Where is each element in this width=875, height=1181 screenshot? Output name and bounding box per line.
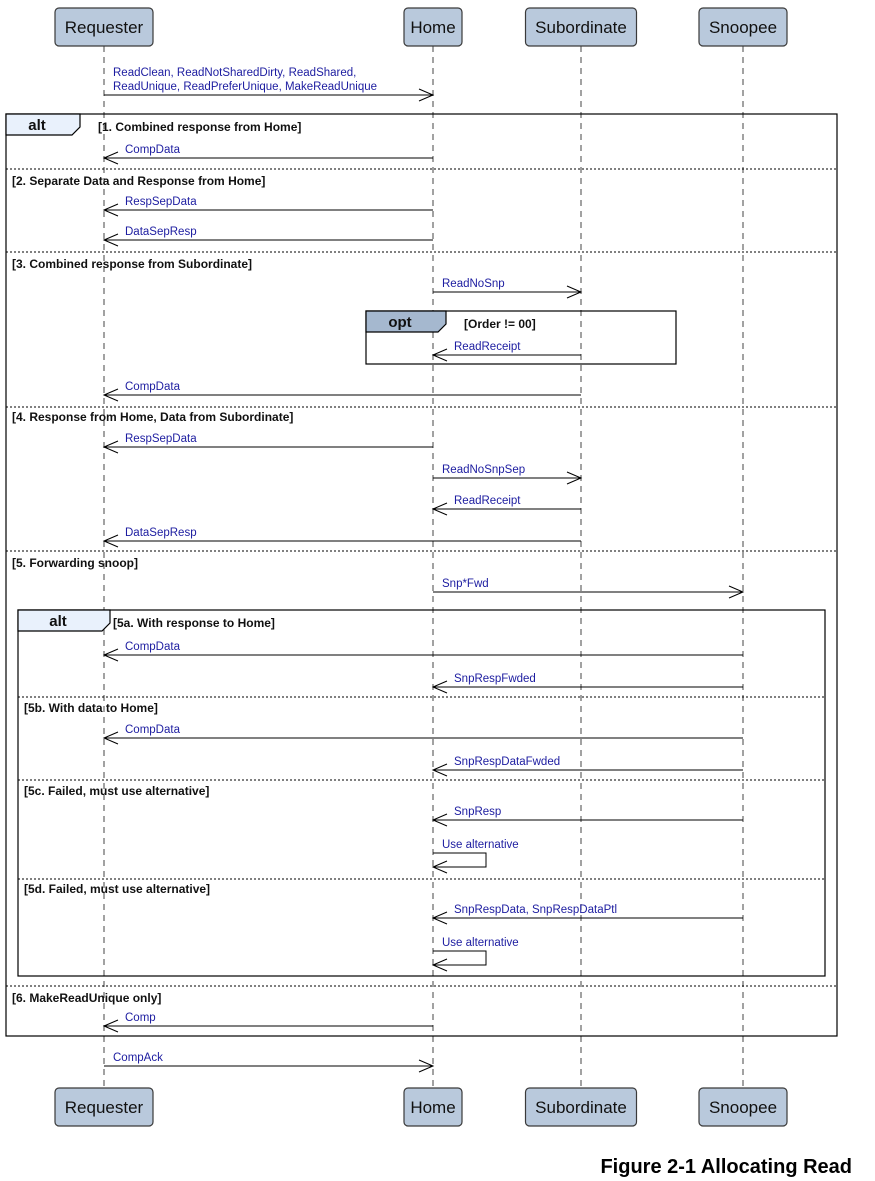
message-label: ReadClean, ReadNotSharedDirty, ReadShared,	[113, 67, 357, 79]
message-label: SnpRespData, SnpRespDataPtl	[454, 904, 618, 916]
message-use-alternative	[433, 937, 519, 971]
message-readreceipt	[433, 341, 581, 361]
message-label: RespSepData	[125, 196, 197, 208]
operand-guard: [2. Separate Data and Response from Home]	[12, 174, 266, 188]
operand-guard: [5. Forwarding snoop]	[12, 556, 138, 570]
message-label: ReadUnique, ReadPreferUnique, MakeReadUnique	[113, 81, 378, 93]
participant-requester-bottom	[55, 1088, 153, 1126]
participant-label: Requester	[64, 18, 144, 37]
message-label: CompData	[125, 144, 180, 156]
message-label: CompData	[125, 724, 180, 736]
message-label: Use alternative	[442, 937, 519, 949]
message-compdata	[104, 144, 433, 164]
operand-guard: [6. MakeReadUnique only]	[12, 991, 162, 1005]
message-label: Snp*Fwd	[442, 578, 489, 590]
message-compack	[104, 1052, 433, 1072]
message-datasepresp	[104, 226, 433, 246]
frame-operator: alt	[49, 613, 67, 630]
message-readnosnpsep	[433, 464, 581, 484]
participant-subordinate-bottom	[526, 1088, 637, 1126]
message-comp	[104, 1012, 433, 1032]
participant-label: Home	[410, 1098, 456, 1117]
frame-operator: alt	[28, 117, 46, 134]
self-message-line	[433, 853, 486, 867]
message-snp-fwd	[433, 578, 743, 598]
message-label: CompData	[125, 641, 180, 653]
message-snprespfwded	[433, 673, 743, 693]
message-snprespdata-snprespdataptl	[433, 904, 743, 924]
participant-snoopee-top	[699, 8, 787, 46]
participant-label: Subordinate	[535, 1098, 627, 1117]
operand-guard: [5d. Failed, must use alternative]	[24, 882, 211, 896]
operand-guard: [3. Combined response from Subordinate]	[12, 257, 253, 271]
message-compdata	[104, 641, 743, 661]
participant-label: Snoopee	[708, 18, 778, 37]
message-label: DataSepResp	[125, 527, 197, 539]
operand-guard: [5c. Failed, must use alternative]	[24, 784, 210, 798]
participant-label: Snoopee	[708, 1098, 778, 1117]
message-label: ReadReceipt	[454, 341, 521, 353]
message-datasepresp	[104, 527, 581, 547]
operand-guard: [4. Response from Home, Data from Subordinate]	[12, 410, 294, 424]
message-snpresp	[433, 806, 743, 826]
message-readnosnp	[433, 278, 581, 298]
message-respsepdata	[104, 433, 433, 453]
message-label: ReadReceipt	[454, 495, 521, 507]
message-respsepdata	[104, 196, 433, 216]
message-readreceipt	[433, 495, 581, 515]
participant-subordinate-top	[526, 8, 637, 46]
figure-caption: Figure 2-1 Allocating Read	[600, 1156, 852, 1178]
message-label: SnpResp	[454, 806, 502, 818]
message-label: ReadNoSnp	[442, 278, 505, 290]
participant-home-top	[404, 8, 462, 46]
participant-label: Subordinate	[535, 18, 627, 37]
message-snprespdatafwded	[433, 756, 743, 776]
participant-home-bottom	[404, 1088, 462, 1126]
participant-label: Requester	[64, 1098, 144, 1117]
message-compdata	[104, 724, 743, 744]
message-use-alternative	[433, 839, 519, 873]
frame-operator: opt	[388, 314, 412, 331]
message-label: Comp	[125, 1012, 156, 1024]
operand-guard: [5b. With data to Home]	[24, 701, 158, 715]
message-label: SnpRespFwded	[454, 673, 536, 685]
self-message-line	[433, 951, 486, 965]
operand-guard: [1. Combined response from Home]	[98, 120, 302, 134]
participant-snoopee-bottom	[699, 1088, 787, 1126]
message-label: DataSepResp	[125, 226, 197, 238]
message-compdata	[104, 381, 581, 401]
participant-label: Home	[410, 18, 456, 37]
message-label: CompData	[125, 381, 180, 393]
message-label: SnpRespDataFwded	[454, 756, 561, 768]
message-label: CompAck	[113, 1052, 163, 1064]
operand-guard: [5a. With response to Home]	[113, 616, 275, 630]
message-label: Use alternative	[442, 839, 519, 851]
message-label: ReadNoSnpSep	[442, 464, 526, 476]
opt-guard: [Order != 00]	[464, 317, 536, 331]
message-readclean-readnotshareddirty-readshared	[104, 67, 433, 101]
participant-requester-top	[55, 8, 153, 46]
message-label: RespSepData	[125, 433, 197, 445]
